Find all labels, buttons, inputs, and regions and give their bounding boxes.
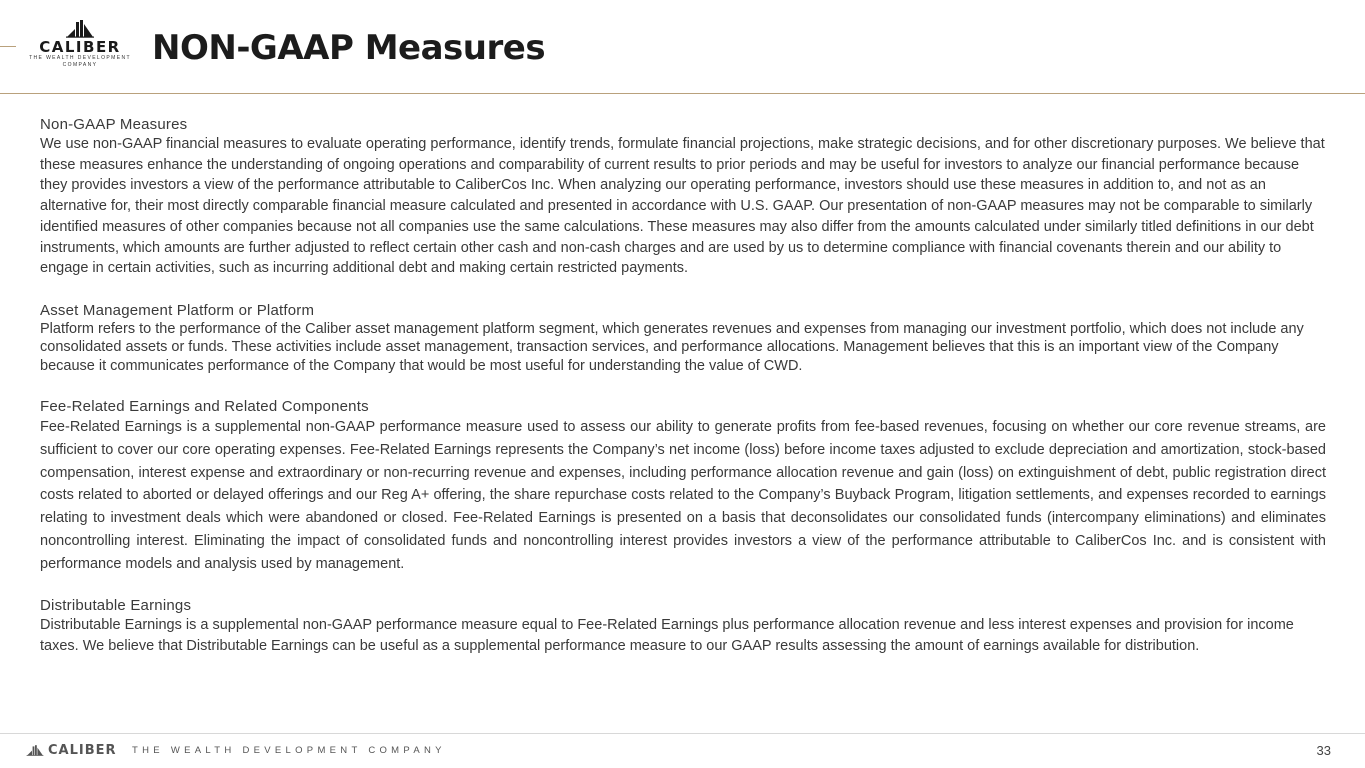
page-number: 33 [1316,743,1331,758]
footer-logo [26,742,117,758]
section-non-gaap-measures [40,116,1326,279]
section-title: Distributable Earnings [40,597,192,614]
accent-line [0,46,16,47]
footer-tagline: THE WEALTH DEVELOPMENT COMPANY [132,745,446,756]
section-title: Asset Management Platform or Platform [40,302,315,319]
footer-wordmark: CALIBER [48,742,117,758]
logo-tagline: THE WEALTH DEVELOPMENT COMPANY [29,55,131,68]
section-fee-related-earnings [40,398,1326,576]
logo-wordmark: CALIBER [39,38,121,56]
section-title: Fee-Related Earnings and Related Components [40,398,369,415]
section-body: We use non-GAAP financial measures to evaluate operating performance, identify trends, formulate financial projections, make strategic decisions, and for other discretionary purposes. We believe that these measures enhance the understanding of ongoing operations and comparability of current results to prior periods and may be useful for investors to analyze our financial performance because they provides investors a view of the performance attributable to CaliberCos Inc. When analyzing our operating performance, investors should use these measures in addition to, and not as an alternative for, their most directly comparable financial measure calculated and presented in accordance with U.S. GAAP. Our presentation of non-GAAP measures may not be comparable to similarly identified measures of other companies because not all companies use the same calculations. These measures may also differ from the amounts calculated under similarly titled definitions in our debt instruments, which amounts are further adjusted to reflect certain other cash and non-cash charges and are used by us to determine compliance with financial covenants therein and our ability to engage in certain activities, such as incurring additional debt and making certain restricted payments. [40,136,1325,277]
section-asset-management-platform [40,302,1326,375]
caliber-building-icon [26,743,44,757]
section-title: Non-GAAP Measures [40,116,188,133]
footer-divider [0,733,1365,734]
page-title: NON-GAAP Measures [152,28,546,68]
header-divider [0,93,1365,94]
caliber-building-icon [65,18,95,38]
section-body: Platform refers to the performance of the Caliber asset management platform segment, which generates revenues and expenses from managing our investment portfolio, which does not include any consolidated assets or funds. These activities include asset management, transaction services, and performance allocations. Management believes that this is an important view of the Company because it communicates performance of the Company that would be most useful for understanding the value of CWD. [40,321,1304,374]
slide-header [0,0,1365,94]
section-body: Fee-Related Earnings is a supplemental non-GAAP performance measure used to assess our ability to generate profits from fee-based revenues, focusing on whether our core revenue streams, are sufficient to cover our core operating expenses. Fee-Related Earnings represents the Company’s net income (loss) before income taxes adjusted to exclude depreciation and amortization, stock-based compensation, interest expense and extraordinary or non-recurring revenue and expenses, including performance allocation revenue and gain (loss) on extinguishment of debt, public registration direct costs related to aborted or delayed offerings and our Reg A+ offering, the share repurchase costs related to the Company’s Buyback Program, litigation settlements, and expenses recorded to earnings relating to investment deals which were abandoned or closed. Fee-Related Earnings is presented on a basis that deconsolidates our consolidated funds (intercompany eliminations) and eliminates noncontrolling interest. Eliminating the impact of consolidated funds and noncontrolling interest provides investors a view of the performance attributable to CaliberCos Inc. and is consistent with performance models and analysis used by management. [40,419,1326,572]
section-distributable-earnings [40,597,1326,656]
section-body: Distributable Earnings is a supplemental non-GAAP performance measure equal to Fee-Related Earnings plus performance allocation revenue and less interest expenses and provision for income taxes. We believe that Distributable Earnings can be useful as a supplemental performance measure to our GAAP results assessing the amount of earnings available for distribution. [40,617,1294,654]
caliber-logo [22,18,138,72]
